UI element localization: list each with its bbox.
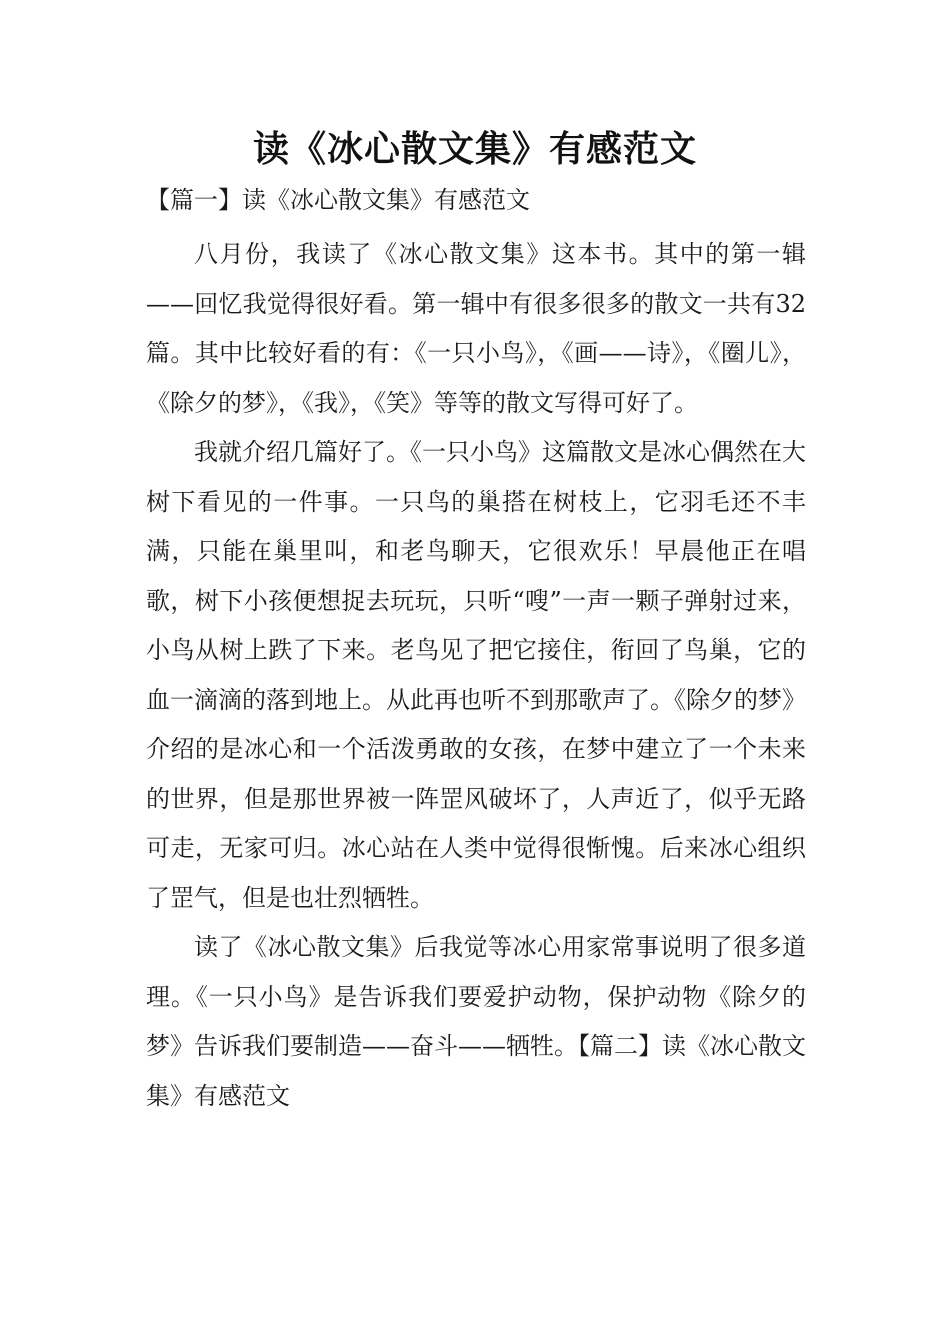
paragraph-1: 八月份，我读了《冰心散文集》这本书。其中的第一辑——回忆我觉得很好看。第一辑中有很多很多的散文一共有32篇。其中比较好看的有：《一只小鸟》，《画——诗》，《圈儿》，《除夕的梦》，《我》，《笑》等等的散文写得可好了。	[146, 240, 806, 417]
document-body	[146, 230, 806, 1121]
section-heading: 【篇一】读《冰心散文集》有感范文	[146, 186, 530, 214]
paragraph-3: 读了《冰心散文集》后我觉等冰心用家常事说明了很多道理。《一只小鸟》是告诉我们要爱护动物，保护动物《除夕的梦》告诉我们要制造——奋斗——牺牲。【篇二】读《冰心散文集》有感范文	[146, 933, 806, 1110]
document-title: 读《冰心散文集》有感范文	[252, 129, 697, 170]
paragraph-2: 我就介绍几篇好了。《一只小鸟》这篇散文是冰心偶然在大树下看见的一件事。一只鸟的巢搭在树枝上，它羽毛还不丰满，只能在巢里叫，和老鸟聊天，它很欢乐！早晨他正在唱歌，树下小孩便想捉去玩玩，只听“嗖”一声一颗子弹射过来，小鸟从树上跌了下来。老鸟见了把它接住，衔回了鸟巢，它的血一滴滴的落到地上。从此再也听不到那歌声了。《除夕的梦》介绍的是冰心和一个活泼勇敢的女孩，在梦中建立了一个未来的世界，但是那世界被一阵罡风破坏了，人声近了，似乎无路可走，无家可归。冰心站在人类中觉得很惭愧。后来冰心组织了罡气，但是也壮烈牺牲。	[146, 438, 806, 912]
